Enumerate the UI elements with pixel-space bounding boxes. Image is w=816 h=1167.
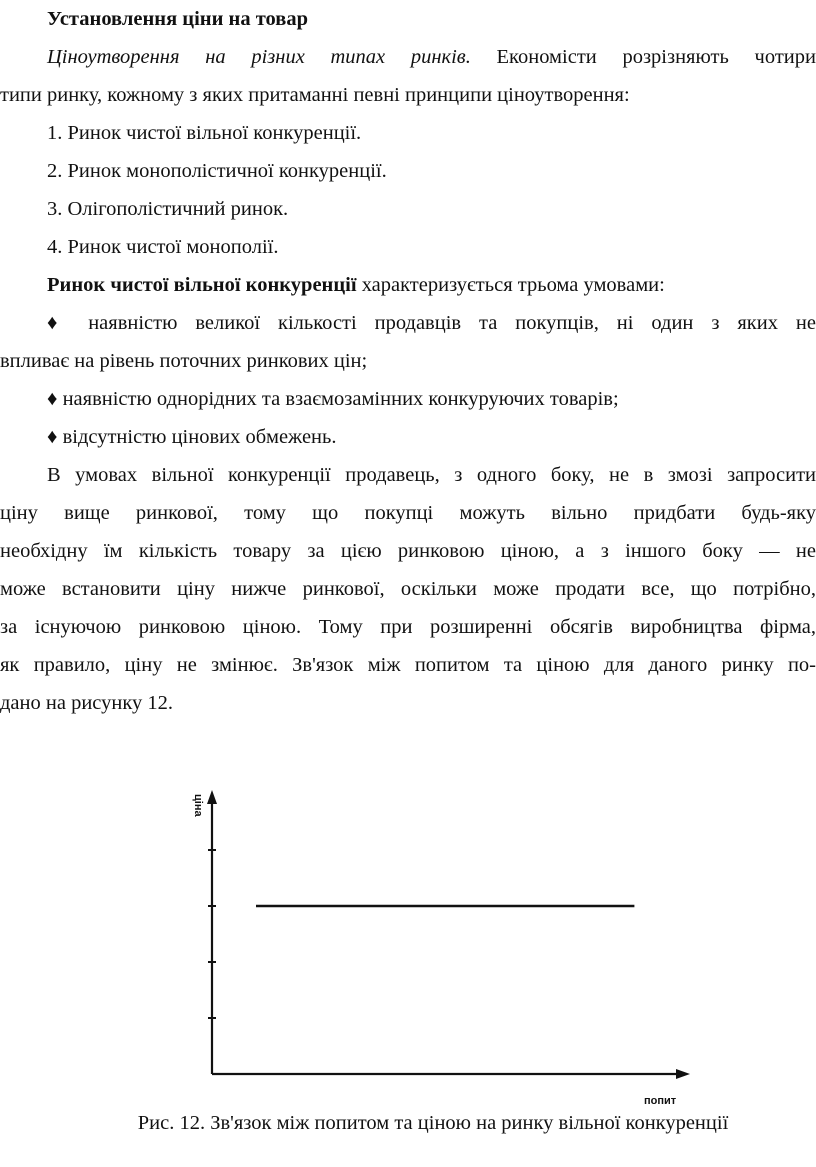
market-type-item: 3. Олігополістичний ринок. [47, 198, 289, 220]
body-line: як правило, ціну не змінює. Зв'язок між попитом та ціною для даного ринку по- [0, 654, 816, 676]
intro-italic-term: Ціноутворення на різних типах ринків. [47, 46, 471, 68]
section-heading: Установлення ціни на товар [47, 8, 308, 30]
y-axis-arrow [207, 790, 217, 804]
condition-3: ♦ відсутністю цінових обмежень. [47, 426, 337, 448]
body-line: необхідну їм кількість товару за цією ринковою ціною, а з іншого боку — не [0, 540, 816, 562]
body-line: дано на рисунку 12. [0, 692, 174, 714]
condition-1-line2: впливає на рівень поточних ринкових цін; [0, 350, 368, 372]
x-axis-arrow [676, 1069, 690, 1079]
body-line: може встановити ціну нижче ринкової, оскільки може продати все, що потрібно, [0, 578, 816, 600]
condition-2: ♦ наявністю однорідних та взаємозамінних конкуруючих товарів; [47, 388, 619, 410]
intro-line2: типи ринку, кожному з яких притаманні певні принципи ціноутворення: [0, 84, 630, 106]
body-line: за існуючою ринковою ціною. Тому при розширенні обсягів виробництва фірма, [0, 616, 816, 638]
body-line: В умовах вільної конкуренції продавець, з одного боку, не в змозі запросити [47, 464, 816, 486]
free-competition-term: Ринок чистої вільної конкуренції [47, 274, 357, 296]
market-type-item: 2. Ринок монополістичної конкуренції. [47, 160, 387, 182]
market-type-item: 4. Ринок чистої монополії. [47, 236, 279, 258]
body-line: ціну вище ринкової, тому що покупці можуть вільно придбати будь-яку [0, 502, 816, 524]
condition-1-line1: ♦ наявністю великої кількості продавців та покупців, ні один з яких не [47, 312, 816, 334]
free-competition-rest: характеризується трьома умовами: [356, 274, 665, 296]
y-axis-label: ціна [192, 794, 204, 817]
intro-line1-rest: Економісти розрізняють чотири [496, 46, 816, 68]
market-type-item: 1. Ринок чистої вільної конкуренції. [47, 122, 362, 144]
figure-caption: Рис. 12. Зв'язок між попитом та ціною на ринку вільної конкуренції [137, 1112, 729, 1134]
x-axis-label: попит [644, 1095, 677, 1107]
